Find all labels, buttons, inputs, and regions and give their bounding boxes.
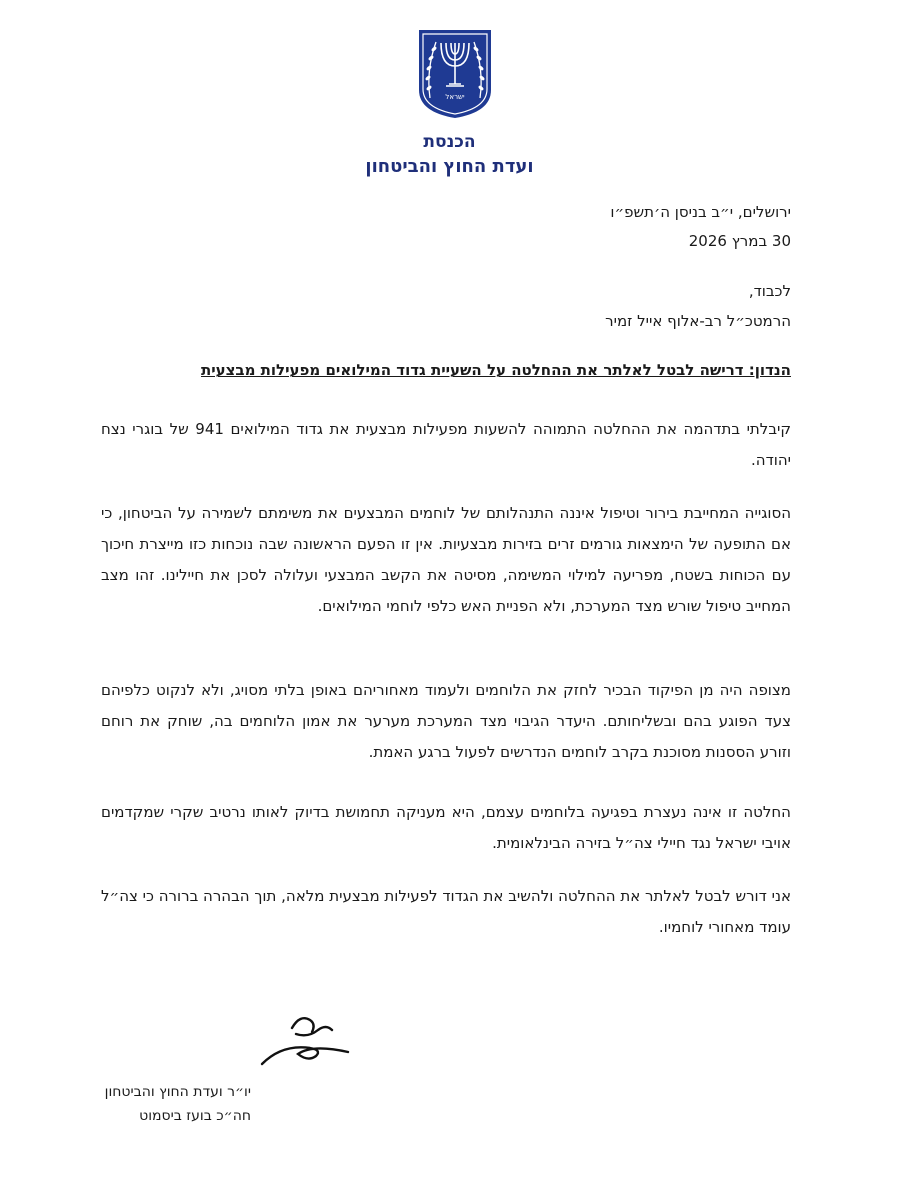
body-paragraph: קיבלתי בתדהמה את ההחלטה התמוהה להשעות מפעילות מבצעית את גדוד המילואים 941 של בוגרי נצח יהודה.	[101, 420, 791, 469]
body-paragraph: הסוגייה המחייבת בירור וטיפול איננה התנהלותם של לוחמים המבצעים את משימתם לשמירה על הביטחון, כי אם התופעה של הימצאות גורמים זרים בזירות מבצעיות. אין זו הפעם הראשונה שבה נוכחות כזו מייצרת חיכוך עם הכוחות בשטח, מפריעה למילוי המשימה, מסיטה את הקשב המבצעי ועלולה לסכן את חיילינו. זהו מצב המחייב טיפול שורש מצד המערכת, ולא הפניית האש כלפי לוחמי המילואים.	[101, 504, 791, 615]
salutation: לכבוד,	[748, 282, 791, 300]
recipient: הרמטכ״ל רב-אלוף אייל זמיר	[605, 312, 791, 330]
state-emblem-icon	[416, 28, 494, 120]
handwritten-signature	[252, 1008, 360, 1070]
signatory-name: חה״כ בועז ביסמוט	[139, 1108, 251, 1124]
committee-name: ועדת החוץ והביטחון	[365, 156, 534, 177]
body-paragraph: מצופה היה מן הפיקוד הבכיר לחזק את הלוחמים ולעמוד מאחוריהם באופן בלתי מסויג, ולא לנקוט כלפיהם צעד הפוגע בהם ובשליחותם. היעדר הגיבוי מצד המערכת מערער את אמון הלוחמים בה, שוחק את רוחם וזורע הססנות מסוכנת בקרב לוחמים הנדרשים לפעול ברגע האמת.	[101, 681, 791, 761]
institution-name: הכנסת	[423, 132, 476, 152]
emblem-text: ישראל	[445, 93, 465, 101]
subject-line: הנדון: דרישה לבטל לאלתר את ההחלטה על השעיית גדוד המילואים מפעילות מבצעית	[200, 361, 791, 379]
body-paragraph: אני דורש לבטל לאלתר את ההחלטה ולהשיב את הגדוד לפעילות מבצעית מלאה, תוך הבהרה ברורה כי צה״ל עומד מאחורי לוחמיו.	[101, 887, 791, 936]
body-paragraph: החלטה זו אינה נעצרת בפגיעה בלוחמים עצמם, היא מעניקה תחמושת בדיוק לאותו נרטיב שקרי שמקדמים אויבי ישראל נגד חיילי צה״ל בזירה הבינלאומית.	[101, 803, 791, 852]
signatory-title: יו״ר ועדת החוץ והביטחון	[104, 1084, 251, 1100]
gregorian-date: 30 במרץ 2026	[688, 232, 791, 250]
hebrew-date: ירושלים, י״ב בניסן ה׳תשפ״ו	[610, 203, 791, 221]
